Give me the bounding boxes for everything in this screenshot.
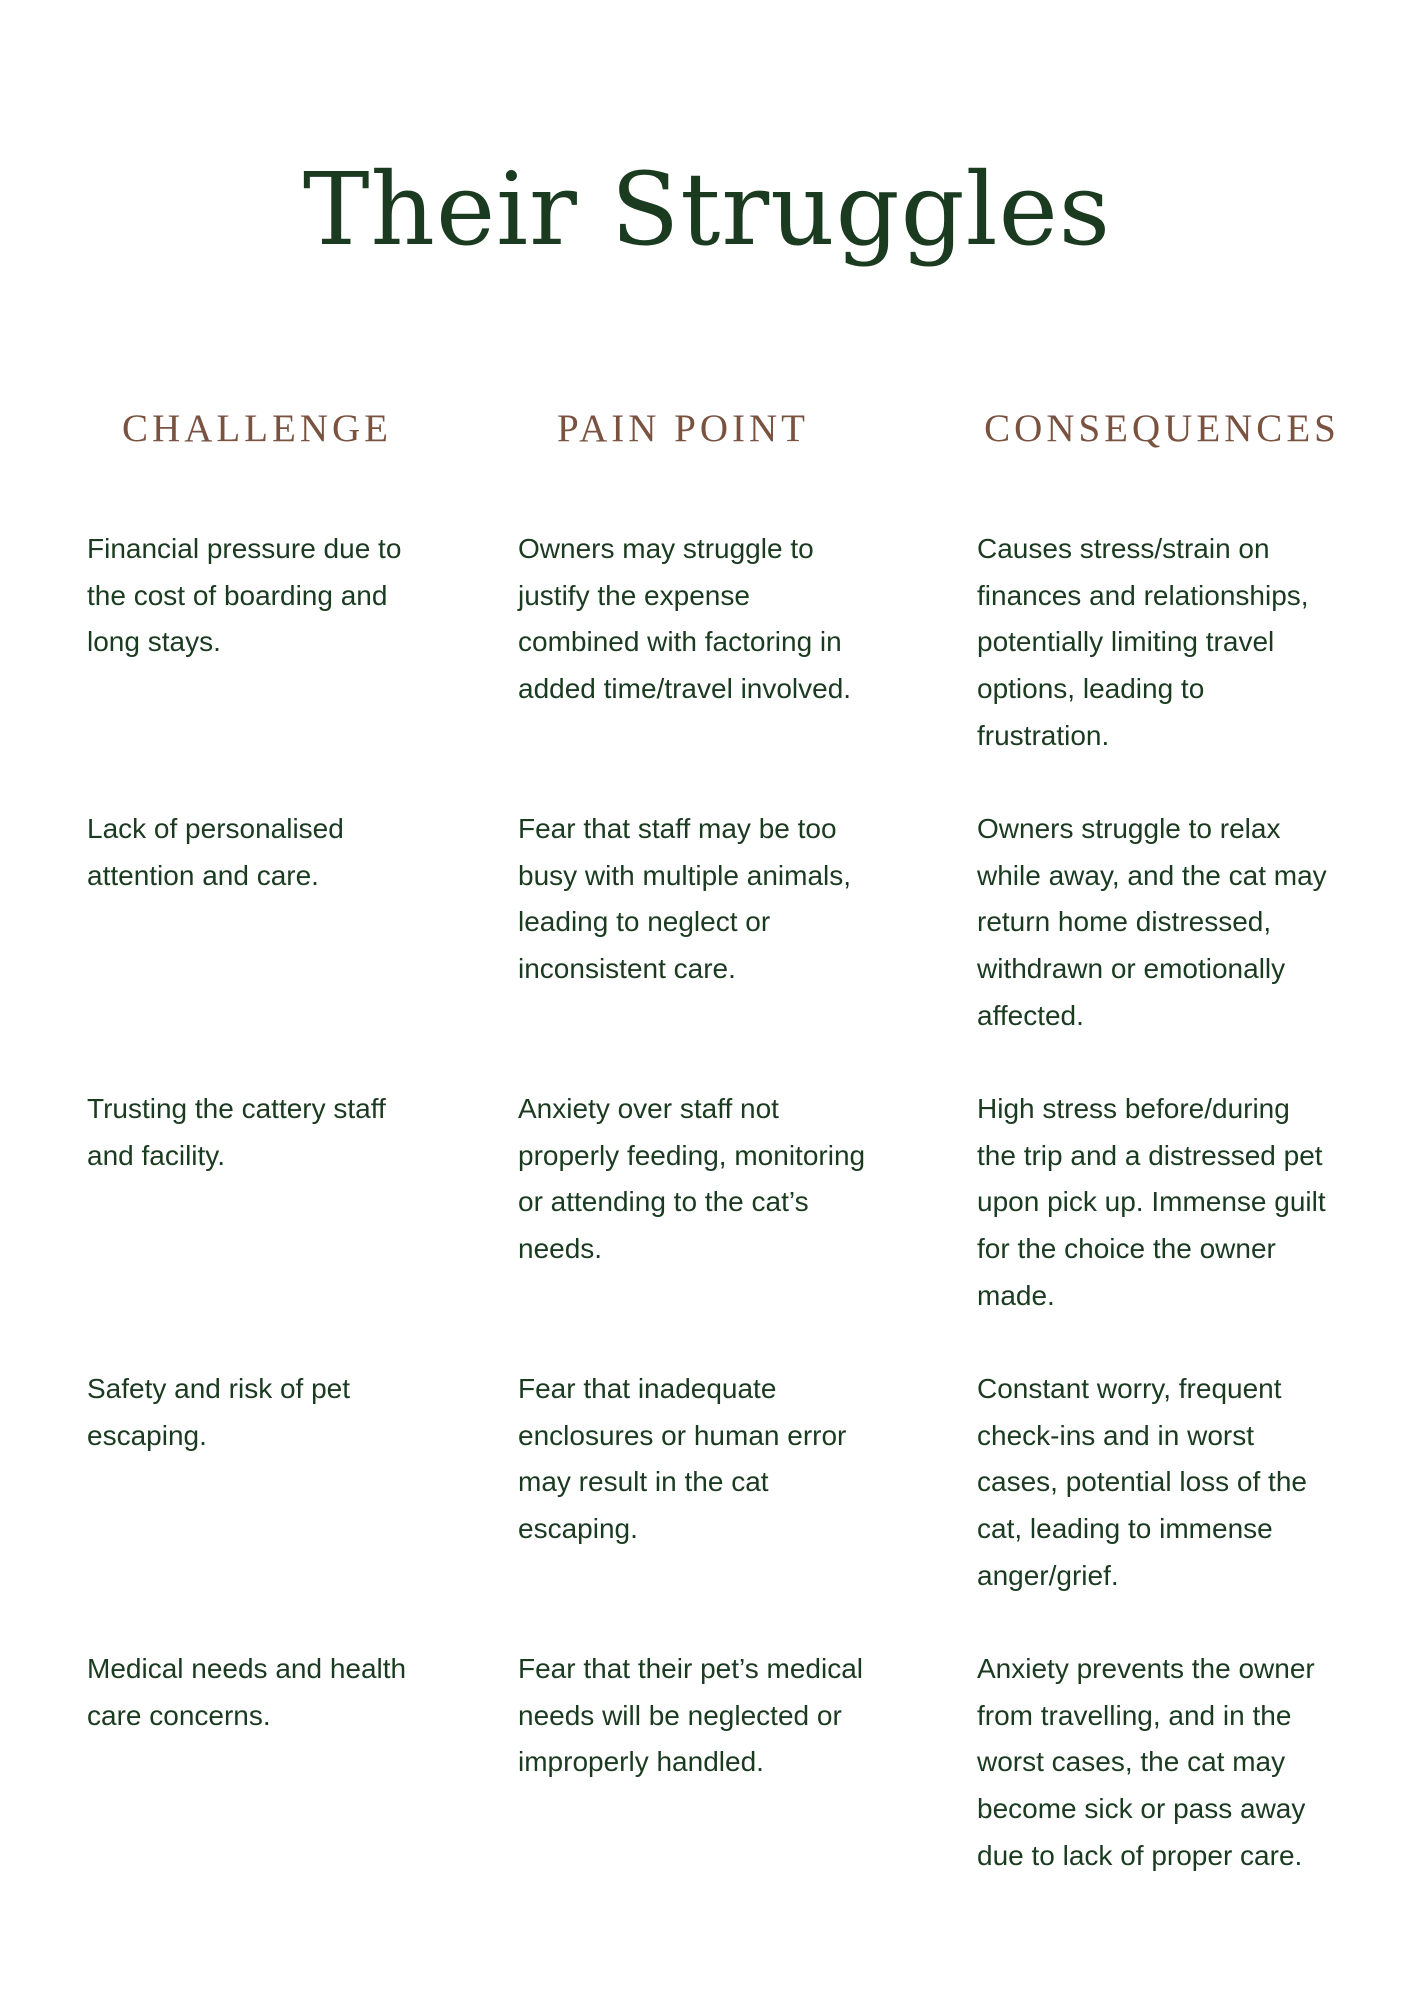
- cell-pain-point: Fear that staff may be too busy with multiple animals, leading to neglect or inconsistent care.: [518, 813, 852, 985]
- cell-challenge: Safety and risk of pet escaping.: [87, 1373, 351, 1451]
- cell-pain-point: Fear that inadequate enclosures or human error may result in the cat escaping.: [518, 1373, 847, 1545]
- cell-consequences: Owners struggle to relax while away, and the cat may return home distressed, withdrawn or emotionally affected.: [977, 813, 1327, 1031]
- cell-challenge: Financial pressure due to the cost of boarding and long stays.: [87, 533, 402, 658]
- cell-challenge: Trusting the cattery staff and facility.: [87, 1093, 386, 1171]
- cell-consequences: Anxiety prevents the owner from travelling, and in the worst cases, the cat may become sick or pass away due to lack of proper care.: [977, 1653, 1315, 1871]
- cell-consequences: Causes stress/strain on finances and relationships, potentially limiting travel options, leading to frustration.: [977, 533, 1309, 751]
- cell-pain-point: Anxiety over staff not properly feeding, monitoring or attending to the cat’s needs.: [518, 1093, 866, 1265]
- page-title: Their Struggles: [302, 151, 1112, 268]
- cell-consequences: Constant worry, frequent check-ins and in worst cases, potential loss of the cat, leading to immense anger/grief.: [977, 1373, 1307, 1591]
- column-header-consequences: CONSEQUENCES: [984, 407, 1340, 450]
- column-header-pain-point: PAIN POINT: [556, 407, 809, 450]
- cell-challenge: Medical needs and health care concerns.: [87, 1653, 407, 1731]
- cell-consequences: High stress before/during the trip and a distressed pet upon pick up. Immense guilt for the choice the owner made.: [977, 1093, 1326, 1311]
- column-header-challenge: CHALLENGE: [122, 407, 392, 450]
- cell-pain-point: Fear that their pet’s medical needs will be neglected or improperly handled.: [518, 1653, 863, 1778]
- cell-challenge: Lack of personalised attention and care.: [87, 813, 344, 891]
- cell-pain-point: Owners may struggle to justify the expense combined with factoring in added time/travel involved.: [518, 533, 852, 705]
